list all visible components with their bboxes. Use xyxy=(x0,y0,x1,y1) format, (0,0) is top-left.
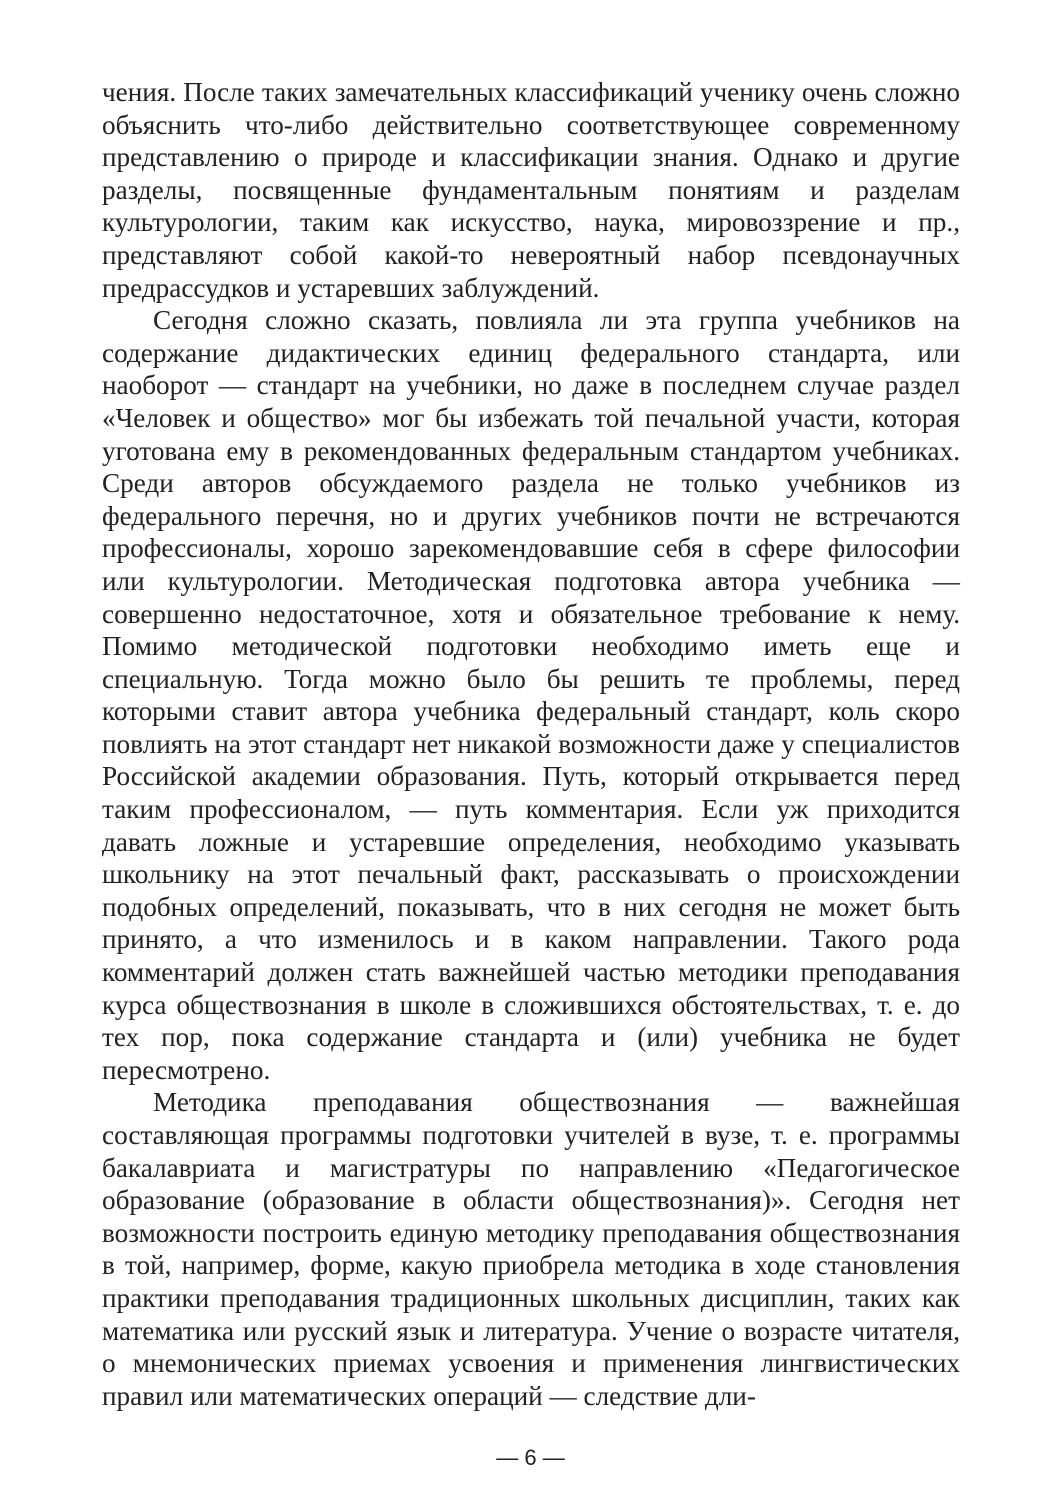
page-number: — 6 — xyxy=(496,1445,565,1470)
paragraph-teaching-methodology: Методика преподавания обществознания — важнейшая составляющая программы подготовки учителей в вузе, т. е. программы бакалавриата и магистратуры по направлению «Педагогическое образование (образование в области обществознания)». Сегодня нет возможности построить единую методику преподавания обществознания в той, например, форме, какую приобрела методика в ходе становления практики преподавания традиционных школьных дисциплин, таких как математика или русский язык и литература. Учение о возрасте читателя, о мнемонических приемах усвоения и применения лингвистических правил или математических операций — следствие дли- xyxy=(102,1087,960,1411)
paragraph-continuation: чения. После таких замечательных классификаций ученику очень сложно объяснить что-либо действительно соответствующее современному представлению о природе и классификации знания. Однако и другие разделы, посвященные фундаментальным понятиям и разделам культурологии, таким как искусство, наука, мировоззрение и пр., представляют собой какой-то невероятный набор псевдонаучных предрассудков и устаревших заблуждений. xyxy=(102,77,960,303)
paragraph-textbooks-standard: Сегодня сложно сказать, повлияла ли эта группа учебников на содержание дидактических единиц федерального стандарта, или наоборот — стандарт на учебники, но даже в последнем случае раздел «Человек и общество» мог бы избежать той печальной участи, которая уготована ему в рекомендованных федеральным стандартом учебниках. Среди авторов обсуждаемого раздела не только учебников из федерального перечня, но и других учебников почти не встречаются профессионалы, хорошо зарекомендовавшие себя в сфере философии или культурологии. Методическая подготовка автора учебника — совершенно недостаточное, хотя и обязательное требование к нему. Помимо методической подготовки необходимо иметь еще и специальную. Тогда можно было бы решить те проблемы, перед которыми ставит автора учебника федеральный стандарт, коль скоро повлиять на этот стандарт нет никакой возможности даже у специалистов Российской академии образования. Путь, который открывается перед таким профессионалом, — путь комментария. Если уж приходится давать ложные и устаревшие определения, необходимо указывать школьнику на этот печальный факт, рассказывать о происхождении подобных определений, показывать, что в них сегодня не может быть принято, а что изменилось и в каком направлении. Такого рода комментарий должен стать важнейшей частью методики преподавания курса обществознания в школе в сложившихся обстоятельствах, т. е. до тех пор, пока содержание стандарта и (или) учебника не будет пересмотрено. xyxy=(102,305,960,1085)
page-body xyxy=(102,76,960,1412)
